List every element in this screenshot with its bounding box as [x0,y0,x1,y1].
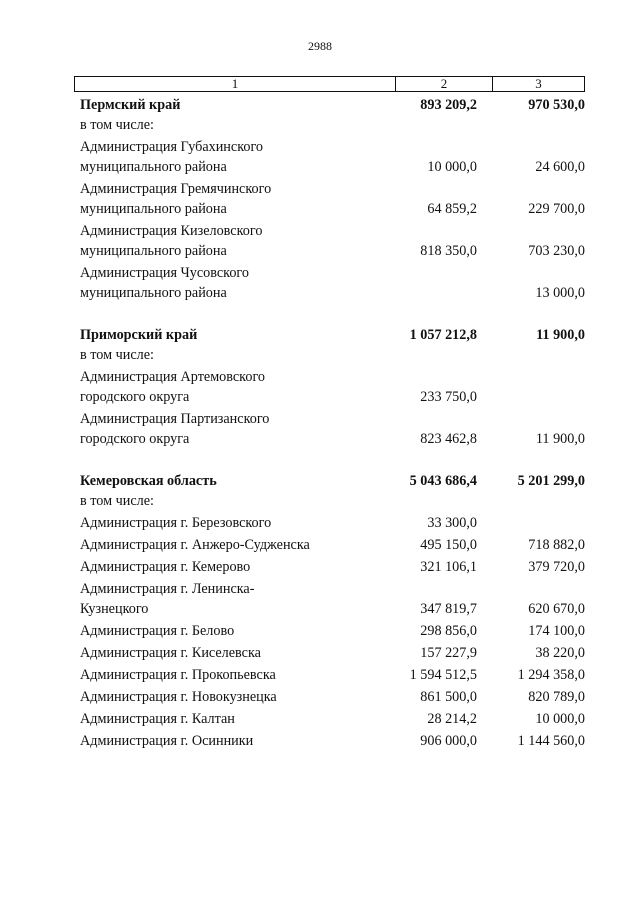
region-row [80,325,585,345]
item-name [80,513,390,533]
item-name [80,367,390,407]
table-row [80,367,585,407]
item-name-line1: Администрация Гремячинского [80,181,272,197]
item-value-col3: 38 220,0 [535,645,585,661]
item-name-line1: Администрация Кизеловского [80,223,263,239]
item-name [80,687,390,707]
including-label: в том числе: [80,347,154,363]
item-name-line1: Администрация Чусовского [80,265,249,281]
item-value-col2: 321 106,1 [420,559,477,575]
item-name-line1: Администрация г. Березовского [80,515,272,531]
item-value-col3: 620 670,0 [528,601,585,617]
item-value-col3: 718 882,0 [528,537,585,553]
item-value-col3: 24 600,0 [535,159,585,175]
table-row [80,621,585,641]
item-name-line1: Администрация г. Новокузнецка [80,689,277,705]
section-spacer [80,303,585,325]
item-value-col3: 10 000,0 [535,711,585,727]
item-value-col2: 28 214,2 [427,711,477,727]
item-name [80,665,390,685]
table-row [80,731,585,751]
item-name-line2: муниципального района [80,159,227,175]
item-name-line1: Администрация г. Осинники [80,733,254,749]
item-name-line1: Администрация г. Ленинска- [80,581,255,597]
item-value-col2: 10 000,0 [427,159,477,175]
region-value-col2: 5 043 686,4 [409,473,477,489]
region-value-col3: 970 530,0 [528,97,585,113]
item-name-line1: Администрация Губахинского [80,139,264,155]
table-row [80,579,585,619]
header-col-1: 1 [75,77,396,91]
item-value-col3: 820 789,0 [528,689,585,705]
item-value-col2: 298 856,0 [420,623,477,639]
page-number: 2988 [308,39,332,53]
including-label: в том числе: [80,117,154,133]
item-name [80,263,390,303]
item-value-col3: 703 230,0 [528,243,585,259]
item-name-line1: Администрация г. Прокопьевска [80,667,276,683]
region-row [80,471,585,491]
including-row [80,115,585,135]
section-spacer [80,449,585,471]
table-row [80,665,585,685]
item-name [80,557,390,577]
item-name-line2: муниципального района [80,285,227,301]
item-name-line2: городского округа [80,389,190,405]
item-name [80,643,390,663]
item-name-line2: муниципального района [80,201,227,217]
item-name-line2: Кузнецкого [80,601,149,617]
item-value-col3: 11 900,0 [535,431,585,447]
item-name [80,535,390,555]
item-value-col2: 347 819,7 [420,601,477,617]
table-row [80,179,585,219]
item-value-col2: 1 594 512,5 [409,667,477,683]
item-value-col2: 157 227,9 [420,645,477,661]
item-name-line1: Администрация г. Калтан [80,711,235,727]
item-value-col3: 229 700,0 [528,201,585,217]
table-row [80,137,585,177]
header-col-3: 3 [535,76,542,91]
table-row [80,513,585,533]
region-name: Пермский край [80,97,181,113]
item-name [80,137,390,177]
item-value-col2: 495 150,0 [420,537,477,553]
region-name: Кемеровская область [80,473,217,489]
item-value-col3: 379 720,0 [528,559,585,575]
table-row [80,643,585,663]
item-name [80,179,390,219]
item-name-line2: городского округа [80,431,190,447]
item-value-col2: 818 350,0 [420,243,477,259]
item-name-line1: Администрация г. Киселевска [80,645,261,661]
region-value-col3: 5 201 299,0 [517,473,585,489]
item-name [80,731,390,751]
item-value-col3: 174 100,0 [528,623,585,639]
region-value-col2: 1 057 212,8 [409,327,477,343]
item-value-col3: 1 294 358,0 [517,667,585,683]
item-value-col2: 33 300,0 [427,515,477,531]
table-row [80,709,585,729]
item-value-col2: 823 462,8 [420,431,477,447]
including-label: в том числе: [80,493,154,509]
item-name-line1: Администрация Артемовского [80,369,265,385]
item-name-line1: Администрация Партизанского [80,411,270,427]
item-name [80,621,390,641]
item-value-col2: 64 859,2 [427,201,477,217]
item-value-col2: 233 750,0 [420,389,477,405]
table-row [80,687,585,707]
item-name [80,409,390,449]
item-name [80,221,390,261]
item-value-col3: 1 144 560,0 [517,733,585,749]
item-name-line1: Администрация г. Анжеро-Судженска [80,537,310,553]
table-row [80,263,585,303]
item-name-line1: Администрация г. Кемерово [80,559,251,575]
table-header [74,76,585,92]
item-name [80,709,390,729]
item-value-col2: 861 500,0 [420,689,477,705]
item-value-col3: 13 000,0 [535,285,585,301]
item-name [80,579,390,619]
table-row [80,535,585,555]
item-name-line1: Администрация г. Белово [80,623,235,639]
region-name: Приморский край [80,327,198,343]
including-row [80,345,585,365]
region-row [80,95,585,115]
item-name-line2: муниципального района [80,243,227,259]
header-col-2: 2 [396,77,493,91]
table-row [80,557,585,577]
region-value-col2: 893 209,2 [420,97,477,113]
table-row [80,409,585,449]
including-row [80,491,585,511]
table-row [80,221,585,261]
item-value-col2: 906 000,0 [420,733,477,749]
table-body [80,95,585,751]
region-value-col3: 11 900,0 [536,327,585,343]
